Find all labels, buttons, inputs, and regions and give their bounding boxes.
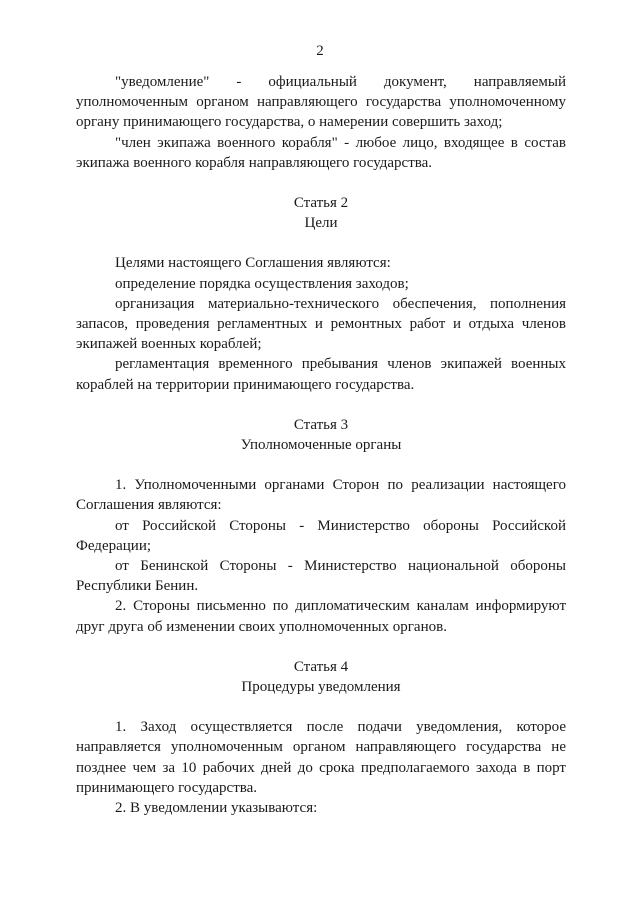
definition-crew-member: "член экипажа военного корабля" - любое лицо, входящее в состав экипажа военного корабля направляющего государства. [76, 134, 566, 171]
page-number: 2 [316, 43, 324, 59]
article-3-number: Статья 3 [293, 416, 349, 433]
article-4-paragraph: 2. В уведомлении указываются: [115, 800, 318, 817]
article-3-paragraph: от Российской Стороны - Министерство обороны Российской Федерации; [76, 517, 566, 554]
document-body [76, 72, 566, 818]
article-2-paragraph: определение порядка осуществления заходов; [115, 275, 409, 292]
article-4-title: Процедуры уведомления [241, 679, 401, 696]
article-3-paragraph: от Бенинской Стороны - Министерство национальной обороны Республики Бенин. [76, 558, 566, 595]
article-3-title: Уполномоченные органы [240, 437, 402, 454]
definition-notification: "уведомление" - официальный документ, направляемый уполномоченным органом направляющего государства уполномоченному органу принимающего государства, о намерении совершить заход; [76, 74, 566, 131]
article-2-paragraph: организация материально-технического обеспечения, пополнения запасов, проведения регламентных и ремонтных работ и отдыха членов экипажей военных кораблей; [76, 295, 566, 353]
article-2-number: Статья 2 [293, 195, 349, 212]
article-3-paragraph: 1. Уполномоченными органами Сторон по реализации настоящего Соглашения являются: [76, 477, 566, 514]
article-3-paragraph: 2. Стороны письменно по дипломатическим каналам информируют друг друга об изменении своих уполномоченных органов. [76, 598, 566, 635]
article-4-number: Статья 4 [293, 658, 349, 675]
article-4-paragraph: 1. Заход осуществляется после подачи уведомления, которое направляется уполномоченным органом направляющего государства не позднее чем за 10 рабочих дней до срока предполагаемого захода в порт принимающего государства. [76, 719, 566, 796]
article-2-paragraph: регламентация временного пребывания членов экипажей военных кораблей на территории принимающего государства. [76, 356, 566, 393]
article-2-title: Цели [304, 215, 338, 232]
article-2-paragraph: Целями настоящего Соглашения являются: [115, 255, 391, 272]
